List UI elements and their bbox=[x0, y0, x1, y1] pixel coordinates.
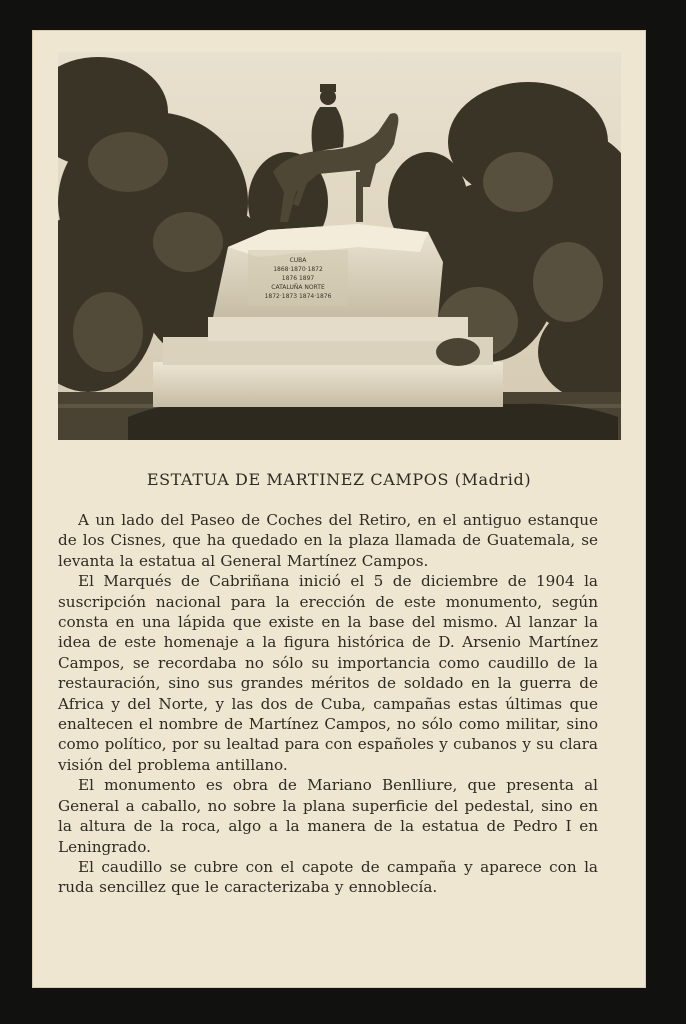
plaque-line-2: 1868·1870·1872 bbox=[273, 266, 323, 273]
plaque-line-5: 1872·1873 1874·1876 bbox=[264, 293, 332, 300]
plaque-line-1: CUBA bbox=[289, 257, 307, 264]
plaque-line-3: 1876 1897 bbox=[281, 275, 315, 282]
plaque-line-4: CATALUÑA NORTE bbox=[271, 284, 325, 291]
postcard bbox=[32, 30, 646, 988]
paragraph-1: A un lado del Paseo de Coches del Retiro, en el antiguo estanque de los Cisnes, que ha quedado en la plaza llamada de Guatemala, se levanta la estatua al General Martínez Campos. bbox=[58, 511, 598, 570]
equestrian-statue-illustration bbox=[58, 52, 621, 440]
paragraph-2: El Marqués de Cabriñana inició el 5 de diciembre de 1904 la suscripción nacional para la erección de este monumento, según consta en una lápida que existe en la base del mismo. Al lanzar la idea de este homenaje a la figura histórica de D. Arsenio Martínez Campos, se recordaba no sólo su importancia como caudillo de la restauración, sino sus grandes méritos de soldado en la guerra de Africa y del Norte, y las dos de Cuba, campañas estas últimas que enaltecen el nombre de Martínez Campos, no sólo como militar, sino como político, por su lealtad para con españoles y cubanos y su clara visión del problema antillano. bbox=[58, 572, 598, 774]
monument-photo bbox=[58, 52, 621, 440]
paragraph-3: El monumento es obra de Mariano Benlliure, que presenta al General a caballo, no sobre la plana superficie del pedestal, sino en la altura de la roca, algo a la manera de la estatua de Pedro I en Leningrado. bbox=[58, 776, 598, 856]
paragraph-4: El caudillo se cubre con el capote de campaña y aparece con la ruda sencillez que le caracterizaba y ennoblecía. bbox=[58, 857, 598, 897]
postcard-title: ESTATUA DE MARTINEZ CAMPOS (Madrid) bbox=[146, 470, 532, 489]
postcard-text bbox=[58, 510, 598, 898]
